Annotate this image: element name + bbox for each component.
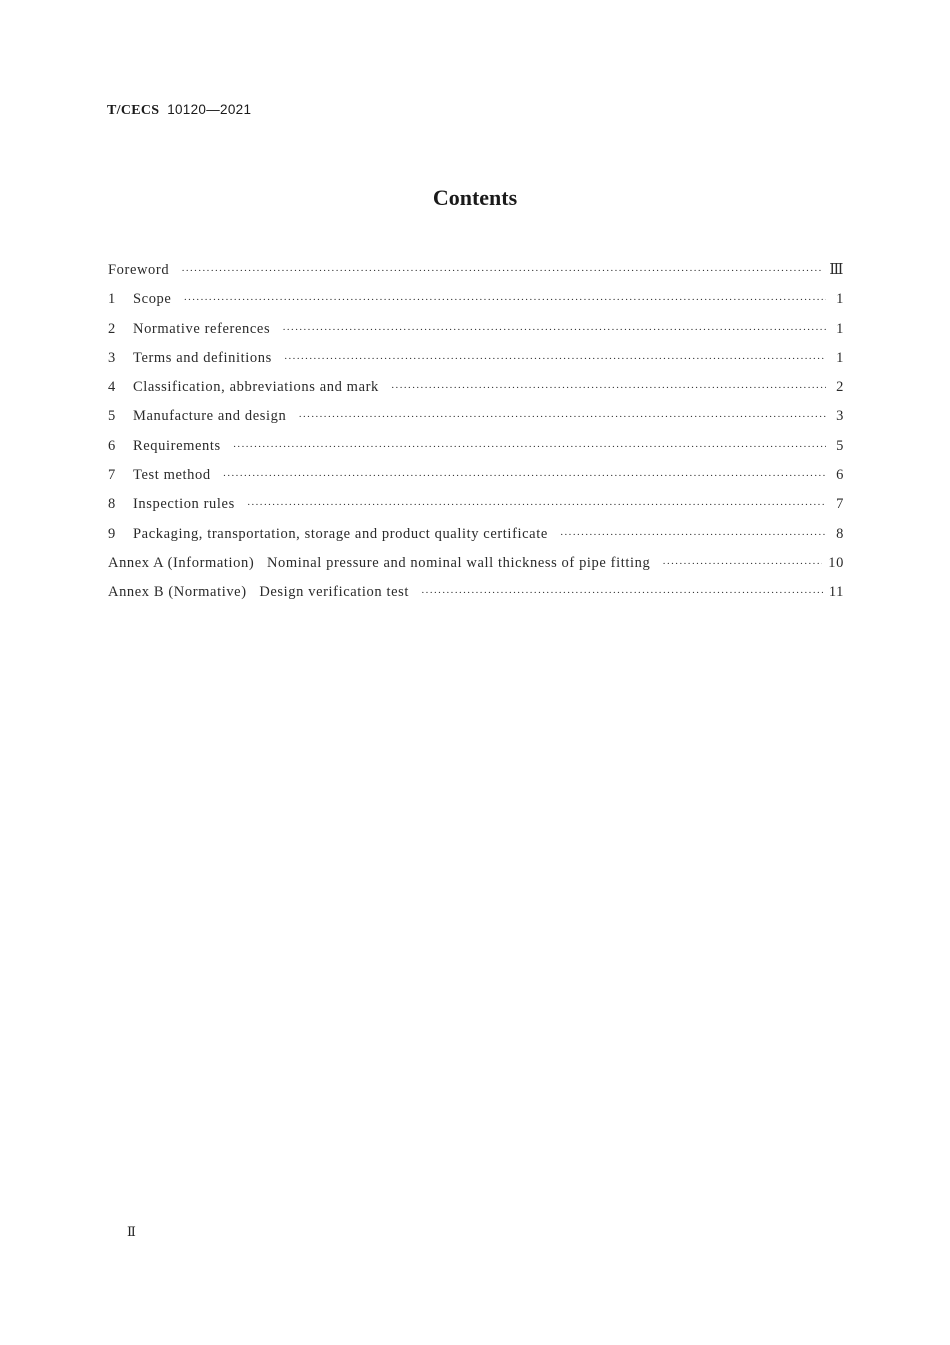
toc-entry-label: Requirements <box>133 437 221 454</box>
toc-entry-requirements[interactable] <box>108 438 844 467</box>
toc-entry-label: Scope <box>133 291 172 308</box>
toc-entry-number: 2 <box>108 320 116 337</box>
toc-entry-test-method[interactable] <box>108 467 844 496</box>
toc-entry-page: 3 <box>836 408 844 425</box>
toc-entry-scope[interactable] <box>108 291 844 320</box>
toc-entry-label: Packaging, transportation, storage and product quality certificate <box>133 525 548 542</box>
toc-leader-dots <box>662 558 822 570</box>
toc-entry-label: Test method <box>133 467 211 484</box>
toc-entry-page: 7 <box>836 496 844 513</box>
toc-entry-label: Manufacture and design <box>133 408 287 425</box>
toc-entry-page: 5 <box>836 437 844 454</box>
toc-entry-number: 8 <box>108 496 116 513</box>
toc-leader-dots <box>233 441 826 453</box>
toc-entry-inspection-rules[interactable] <box>108 496 844 525</box>
page-number: Ⅱ <box>127 1224 136 1239</box>
toc-entry-label: Normative references <box>133 320 271 337</box>
toc-entry-number: 6 <box>108 437 116 454</box>
toc-entry-label: Annex B (Normative) Design verification test <box>108 584 410 601</box>
toc-entry-page: 10 <box>828 554 844 571</box>
toc-entry-number: 3 <box>108 349 116 366</box>
standard-code: T/CECS <box>107 103 160 118</box>
toc-entry-page: 11 <box>828 584 844 601</box>
toc-leader-dots <box>298 411 826 423</box>
toc-leader-dots <box>247 499 826 511</box>
toc-entry-label: Inspection rules <box>133 496 235 513</box>
toc-entry-label: Classification, abbreviations and mark <box>133 379 379 396</box>
page-title: Contents <box>432 185 518 210</box>
toc-entry-page: Ⅲ <box>829 262 844 278</box>
toc-entry-label: Terms and definitions <box>133 349 272 366</box>
toc-entry-number: 4 <box>108 379 116 396</box>
toc-entry-number: 9 <box>108 525 116 542</box>
toc-entry-page: 2 <box>836 379 844 396</box>
toc-entry-page: 1 <box>836 291 844 308</box>
toc-entry-number: 5 <box>108 408 116 425</box>
toc-entry-number: 7 <box>108 467 116 484</box>
table-of-contents <box>108 262 844 614</box>
toc-entry-foreword[interactable] <box>108 262 844 291</box>
toc-entry-label: Annex A (Information) Nominal pressure and nominal wall thickness of pipe fitting <box>108 554 651 571</box>
toc-leader-dots <box>282 324 826 336</box>
toc-leader-dots <box>560 529 826 541</box>
toc-entry-manufacture-and-design[interactable] <box>108 408 844 437</box>
toc-leader-dots <box>183 294 826 306</box>
toc-leader-dots <box>181 265 823 277</box>
toc-entry-annex-a[interactable] <box>108 555 844 584</box>
toc-leader-dots <box>223 470 826 482</box>
toc-entry-classification[interactable] <box>108 379 844 408</box>
toc-entry-annex-b[interactable] <box>108 584 844 613</box>
toc-leader-dots <box>391 382 826 394</box>
toc-entry-label: Foreword <box>108 262 170 278</box>
toc-entry-page: 1 <box>836 320 844 337</box>
toc-leader-dots <box>284 353 826 365</box>
standard-year-number: 10120—2021 <box>167 102 252 117</box>
toc-entry-page: 8 <box>836 525 844 542</box>
toc-entry-terms-and-definitions[interactable] <box>108 350 844 379</box>
toc-leader-dots <box>421 587 823 599</box>
toc-entry-packaging[interactable] <box>108 526 844 555</box>
toc-entry-page: 1 <box>836 349 844 366</box>
standard-number <box>107 102 251 119</box>
toc-entry-normative-references[interactable] <box>108 321 844 350</box>
toc-entry-number: 1 <box>108 291 116 308</box>
toc-entry-page: 6 <box>836 467 844 484</box>
